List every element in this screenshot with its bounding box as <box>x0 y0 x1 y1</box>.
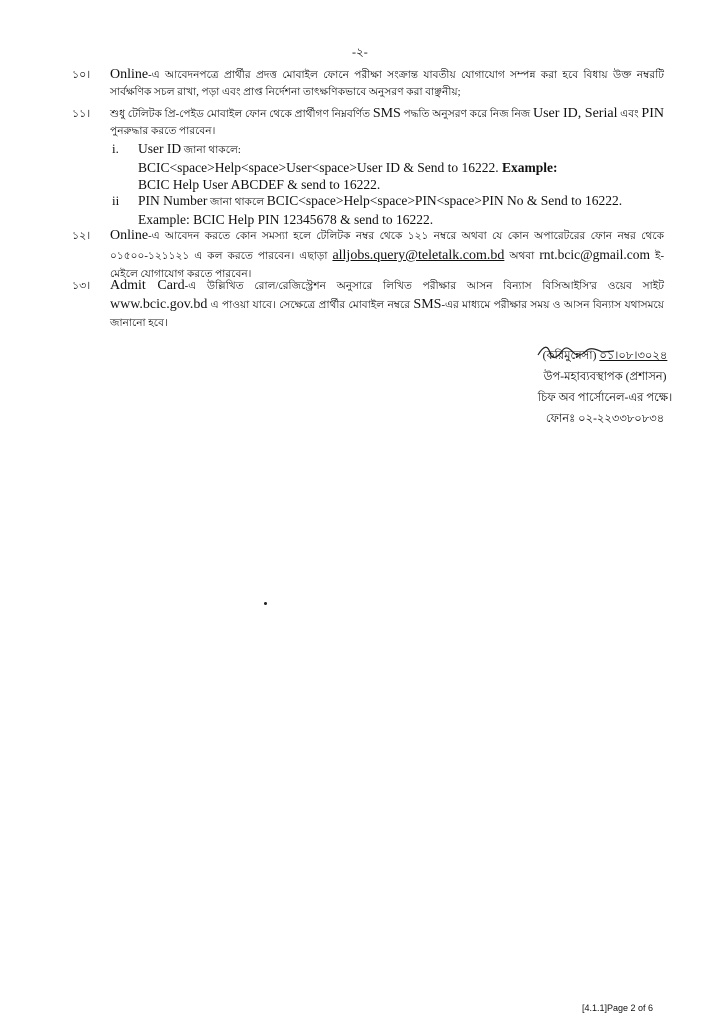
item-text: -এ আবেদনপত্রে প্রার্থীর প্রদত্ত মোবাইল ফোনে পরীক্ষা সংক্রান্ত যাবতীয় যোগাযোগ সম্পন্ন করা হবে বিধায় উক্ত নম্বরটি সার্বক্ষণিক সচল রাখা, পড়া এবং প্রাপ্ত নির্দেশনা তাৎক্ষণিকভাবে অনুসরণ করা বাঞ্ছনীয়; <box>110 70 664 98</box>
example-text: BCIC Help User ABCDEF & send to 16222. <box>138 177 381 192</box>
user-id-serial-term: User ID, Serial <box>532 106 618 121</box>
instruction-item-11 <box>72 105 664 140</box>
sub-item-intro-bn: জানা থাকলে <box>207 197 267 208</box>
stray-mark <box>264 602 267 605</box>
item-text: -এর মাধ্যমে পরীক্ষার সময় ও আসন বিন্যাস যথাসময়ে জানানো হবে। <box>110 300 664 329</box>
item-body <box>110 105 664 140</box>
sub-item-body <box>112 140 664 193</box>
page-footer: [4.1.1]Page 2 of 6 <box>582 1003 654 1013</box>
item-number: ১৩। <box>72 280 91 292</box>
instruction-item-13 <box>72 277 664 333</box>
signature-block <box>500 346 710 430</box>
item-text: পুনরুদ্ধার করতে পারবেন। <box>110 126 216 137</box>
sub-item-i <box>72 140 664 193</box>
sub-item-numeral: ii <box>112 193 120 208</box>
item-body <box>110 227 664 284</box>
sms-term: SMS <box>413 297 442 312</box>
item-number: ১১। <box>72 108 91 120</box>
example-label: Example: <box>501 160 558 175</box>
sub-item-ii <box>72 192 664 228</box>
sub-item-intro: User ID <box>138 141 182 156</box>
item-body <box>110 66 664 101</box>
sms-format-line: BCIC<space>Help<space>User<space>User ID & Send to 16222. <box>138 160 502 175</box>
phone-line: ফোনঃ ০২-২২৩৩৮০৮৩৪ <box>545 413 665 425</box>
signatory-name-line <box>500 346 710 367</box>
item-text: -এ আবেদন করতে কোন সমস্যা হলে টেলিটক নম্বর থেকে ১২১ নম্বরে অথবা যে কোন অপারেটরের ফোন নম্বর থেকে ০১৫০০-১২১১২১ এ কল করতে পারবেন। এছাড়া <box>110 231 664 262</box>
item-number: ১০। <box>72 69 91 81</box>
item-head: Admit Card <box>110 278 185 293</box>
sub-item-intro: PIN Number <box>138 193 208 208</box>
item-text: অথবা <box>504 251 540 262</box>
instruction-item-12 <box>72 227 664 284</box>
item-text: -এ উল্লিখিত রোল/রেজিস্ট্রেশন অনুসারে লিখিত পরীক্ষার আসন বিন্যাস বিসিআইসি'র ওয়েব সাইট <box>184 281 664 292</box>
item-text: ই-মেইলে যোগাযোগ করতে পারবেন। <box>110 251 664 280</box>
sms-term: SMS <box>372 106 401 121</box>
item-text: এবং <box>617 109 642 120</box>
instruction-item-10 <box>72 66 664 101</box>
item-head: Online <box>110 67 149 82</box>
sms-format-line: BCIC<space>Help<space>PIN<space>PIN No & Send to 16222. Example: BCIC Help PIN 12345678 & send to 16222. <box>138 193 623 227</box>
sub-item-numeral: i. <box>112 141 119 156</box>
signatory-name: (করিমুন্নেসা) <box>542 350 597 362</box>
sub-item-intro-bn: জানা থাকলে: <box>181 145 241 156</box>
email-link-bcic[interactable]: rnt.bcic@gmail.com <box>539 247 650 262</box>
email-link-teletalk[interactable]: alljobs.query@teletalk.com.bd <box>332 248 505 263</box>
item-text: শুধু টেলিটক প্রি-পেইড মোবাইল ফোন থেকে প্রার্থীগণ নিম্নবর্ণিত <box>110 109 373 120</box>
item-body <box>110 277 664 333</box>
signature-date: ০১।০৮।৩০২৪ <box>599 350 668 362</box>
item-head: Online <box>110 228 149 243</box>
item-text: পদ্ধতি অনুসরণ করে নিজ নিজ <box>400 109 533 120</box>
pin-term: PIN <box>641 106 664 121</box>
on-behalf-line: চিফ অব পার্সোনেল-এর পক্ষে। <box>537 392 673 404</box>
item-number: ১২। <box>72 230 91 242</box>
sub-item-body <box>112 192 664 228</box>
website-link[interactable]: www.bcic.gov.bd <box>110 297 208 312</box>
signatory-designation: উপ-মহাব্যবস্থাপক (প্রশাসন) <box>543 371 667 383</box>
item-text: এ পাওয়া যাবে। সেক্ষেত্রে প্রার্থীর মোবাইল নম্বরে <box>207 300 414 311</box>
page-label: -২- <box>352 45 368 59</box>
